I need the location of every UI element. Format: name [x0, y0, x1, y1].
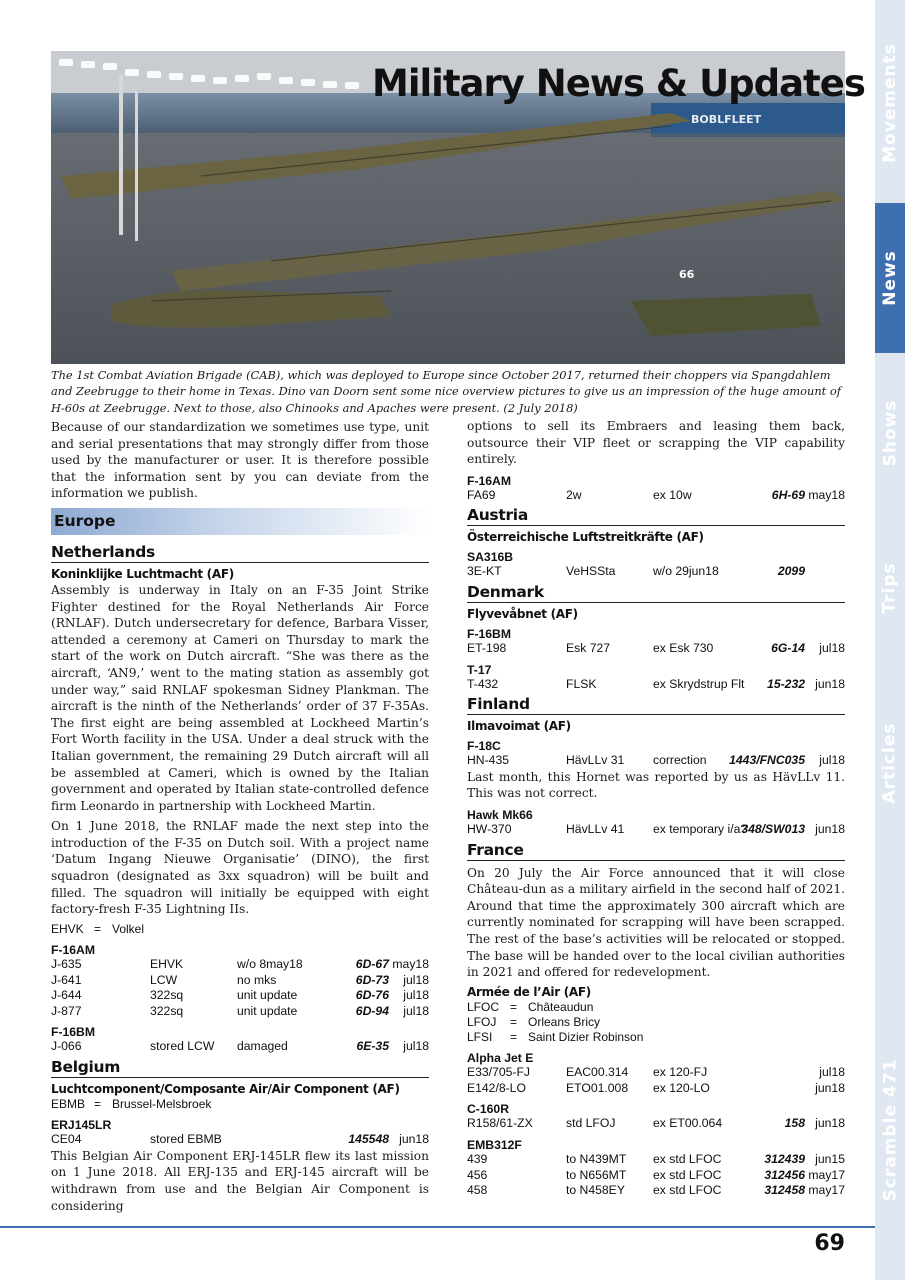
serial-row: J-644 322sq unit update 6D-76 jul18	[51, 988, 429, 1003]
country-france: France	[467, 841, 845, 861]
force-french-air-force: Armée de l’Air (AF)	[467, 984, 591, 999]
aircraft-type: Hawk Mk66	[467, 807, 533, 822]
belgium-paragraph-continued: options to sell its Embraers and leasing them back, outsource their VIP fleet or scrapping the VIP capability entirely.	[467, 419, 845, 467]
netherlands-paragraph-1: Assembly is underway in Italy on an F-35 Joint Strike Fighter destined for the Royal Netherlands Air Force (RNLAF). Dutch undersecretary for defence, Barbara Visser, attended a ceremony at Cameri on Thursday to mark the start of the work on Dutch aircraft. “She was there as the aircraft, ‘AN9,’ went to the mating station as assembly got under way,” said RNLAF spokesman Sidney Plankman. The aircraft is the ninth of the Netherlands’ order of 37 F-35As. The first eight are being assembled at Lockheed Martin’s Fort Worth facility in the USA. Under a deal struck with the Italian government, the remaining 29 Dutch aircraft will all be assembled at Cameri, which is owned by the Italian government and operated by Italian state-controlled defence firm Leonardo in partnership with Lockheed Martin.	[51, 582, 429, 813]
serial-row: R158/61-ZX std LFOJ ex ET00.064 158 jun18	[467, 1116, 845, 1131]
finland-paragraph: Last month, this Hornet was reported by us as HävLLv 11. This was not correct.	[467, 769, 845, 801]
netherlands-paragraph-2: On 1 June 2018, the RNLAF made the next step into the introduction of the F-35 on Dutch soil. With a project name ‘Datum Ingang Nieuwe Organisatie’ (DINO), the first squadron (designated as 3xx squadron) will be built and filled. The squadron will initially be equipped with eight factory-fresh F-35 Lightning IIs.	[51, 819, 429, 917]
aircraft-type: ERJ145LR	[51, 1118, 112, 1133]
aircraft-type: F-16BM	[467, 626, 512, 641]
photo-caption: The 1st Combat Aviation Brigade (CAB), which was deployed to Europe since October 2017, returned their choppers via Spangdahlem and Zeebrugge to their home in Texas. Dino van Doorn sent some nice overview pictures to give us an impression of the huge amount of H-60s at Zeebrugge. Next to those, also Chinooks and Apaches were present. (2 July 2018)	[51, 368, 841, 415]
serial-row: E33/705-FJ EAC00.314 ex 120-FJ jul18	[467, 1065, 845, 1080]
force-rnlaf: Koninklijke Luchtmacht (AF)	[51, 566, 234, 581]
aircraft-type: C-160R	[467, 1102, 509, 1117]
page-title: Military News & Updates	[372, 62, 865, 105]
serial-row: CE04 stored EBMB 145548 jun18	[51, 1132, 429, 1147]
serial-row: ET-198 Esk 727 ex Esk 730 6G-14 jul18	[467, 640, 845, 655]
force-finnish-air-force: Ilmavoimat (AF)	[467, 719, 571, 734]
aircraft-type: F-18C	[467, 739, 501, 754]
country-finland: Finland	[467, 695, 845, 715]
serial-row: T-432 FLSK ex Skrydstrup Flt 15-232 jun18	[467, 676, 845, 691]
aircraft-type: T-17	[467, 662, 492, 677]
helicopter-number-text: 66	[679, 268, 695, 281]
country-denmark: Denmark	[467, 583, 845, 603]
section-header-europe: Europe	[51, 508, 429, 535]
aircraft-type: Alpha Jet E	[467, 1051, 534, 1066]
aircraft-type: F-16BM	[51, 1025, 96, 1040]
serial-row: J-877 322sq unit update 6D-94 jul18	[51, 1003, 429, 1018]
tab-movements[interactable]: Movements	[880, 43, 900, 163]
ship-name-text: BOBLFLEET	[691, 113, 762, 126]
tab-magazine-issue[interactable]: Scramble 471	[880, 1058, 901, 1202]
country-netherlands: Netherlands	[51, 543, 429, 563]
force-belgian-air-component: Luchtcomponent/Composante Air/Air Component (AF)	[51, 1082, 400, 1096]
abbreviation-row: EHVK = Volkel	[51, 921, 145, 936]
serial-row: FA69 2w ex 10w 6H-69 may18	[467, 487, 845, 502]
abbreviation-row: LFSI = Saint Dizier Robinson	[467, 1030, 644, 1045]
serial-row: 439 to N439MT ex std LFOC 312439 jun15	[467, 1152, 845, 1167]
force-austrian-air-force: Österreichische Luftstreitkräfte (AF)	[467, 530, 704, 545]
left-column	[51, 419, 429, 1218]
footer-divider	[0, 1226, 875, 1228]
section-tab-bar	[875, 0, 905, 1280]
force-danish-air-force: Flyvevåbnet (AF)	[467, 606, 578, 621]
belgium-paragraph: This Belgian Air Component ERJ-145LR flew its last mission on 1 June 2018. All ERJ-135 and ERJ-145 aircraft will be withdrawn from use and the Belgian Air Component is considering	[51, 1148, 429, 1213]
tab-news[interactable]: News	[875, 203, 905, 353]
serial-row: J-635 EHVK w/o 8may18 6D-67 may18	[51, 957, 429, 972]
abbreviation-row: LFOC = Châteaudun	[467, 999, 594, 1014]
aircraft-type: F-16AM	[467, 473, 512, 488]
tab-trips[interactable]: Trips	[880, 562, 901, 614]
serial-row: HN-435 HävLLv 31 correction 1443/FNC035 jul18	[467, 753, 845, 768]
aircraft-type: EMB312F	[467, 1138, 522, 1153]
serial-row: 456 to N656MT ex std LFOC 312456 may17	[467, 1167, 845, 1182]
serial-row: J-641 LCW no mks 6D-73 jul18	[51, 972, 429, 987]
tab-articles[interactable]: Articles	[880, 722, 901, 804]
aircraft-type: SA316B	[467, 550, 514, 565]
tab-shows[interactable]: Shows	[880, 399, 901, 467]
serial-row: J-066 stored LCW damaged 6E-35 jul18	[51, 1039, 429, 1054]
serial-row: 3E-KT VeHSSta w/o 29jun18 2099	[467, 564, 805, 579]
aircraft-type: F-16AM	[51, 943, 96, 958]
right-column	[467, 418, 845, 1199]
abbreviation-row: EBMB = Brussel-Melsbroek	[51, 1097, 212, 1111]
country-belgium: Belgium	[51, 1058, 429, 1078]
france-paragraph: On 20 July the Air Force announced that it will close Château-dun as a military airfield in the second half of 2021. Around that time the approximately 300 aircraft which are currently nominated for scrapping will have been scrapped. The rest of the base’s activities will be relocated or stopped. The base will be handed over to the local civilian authorities in 2021 and offered for redevelopment.	[467, 865, 845, 980]
serial-row: 458 to N458EY ex std LFOC 312458 may17	[467, 1183, 845, 1198]
page-number: 69	[814, 1231, 845, 1256]
intro-paragraph: Because of our standardization we sometimes use type, unit and serial presentations that may strongly differ from those used by the manufacturer or user. It is therefore possible that the information sent by you can deviate from the information we publish.	[51, 420, 429, 501]
country-austria: Austria	[467, 506, 845, 526]
abbreviation-row: LFOJ = Orleans Bricy	[467, 1014, 601, 1029]
serial-row: E142/8-LO ETO01.008 ex 120-LO jun18	[467, 1080, 845, 1095]
serial-row: HW-370 HävLLv 41 ex temporary i/a? 348/SW013 jun18	[467, 821, 845, 836]
